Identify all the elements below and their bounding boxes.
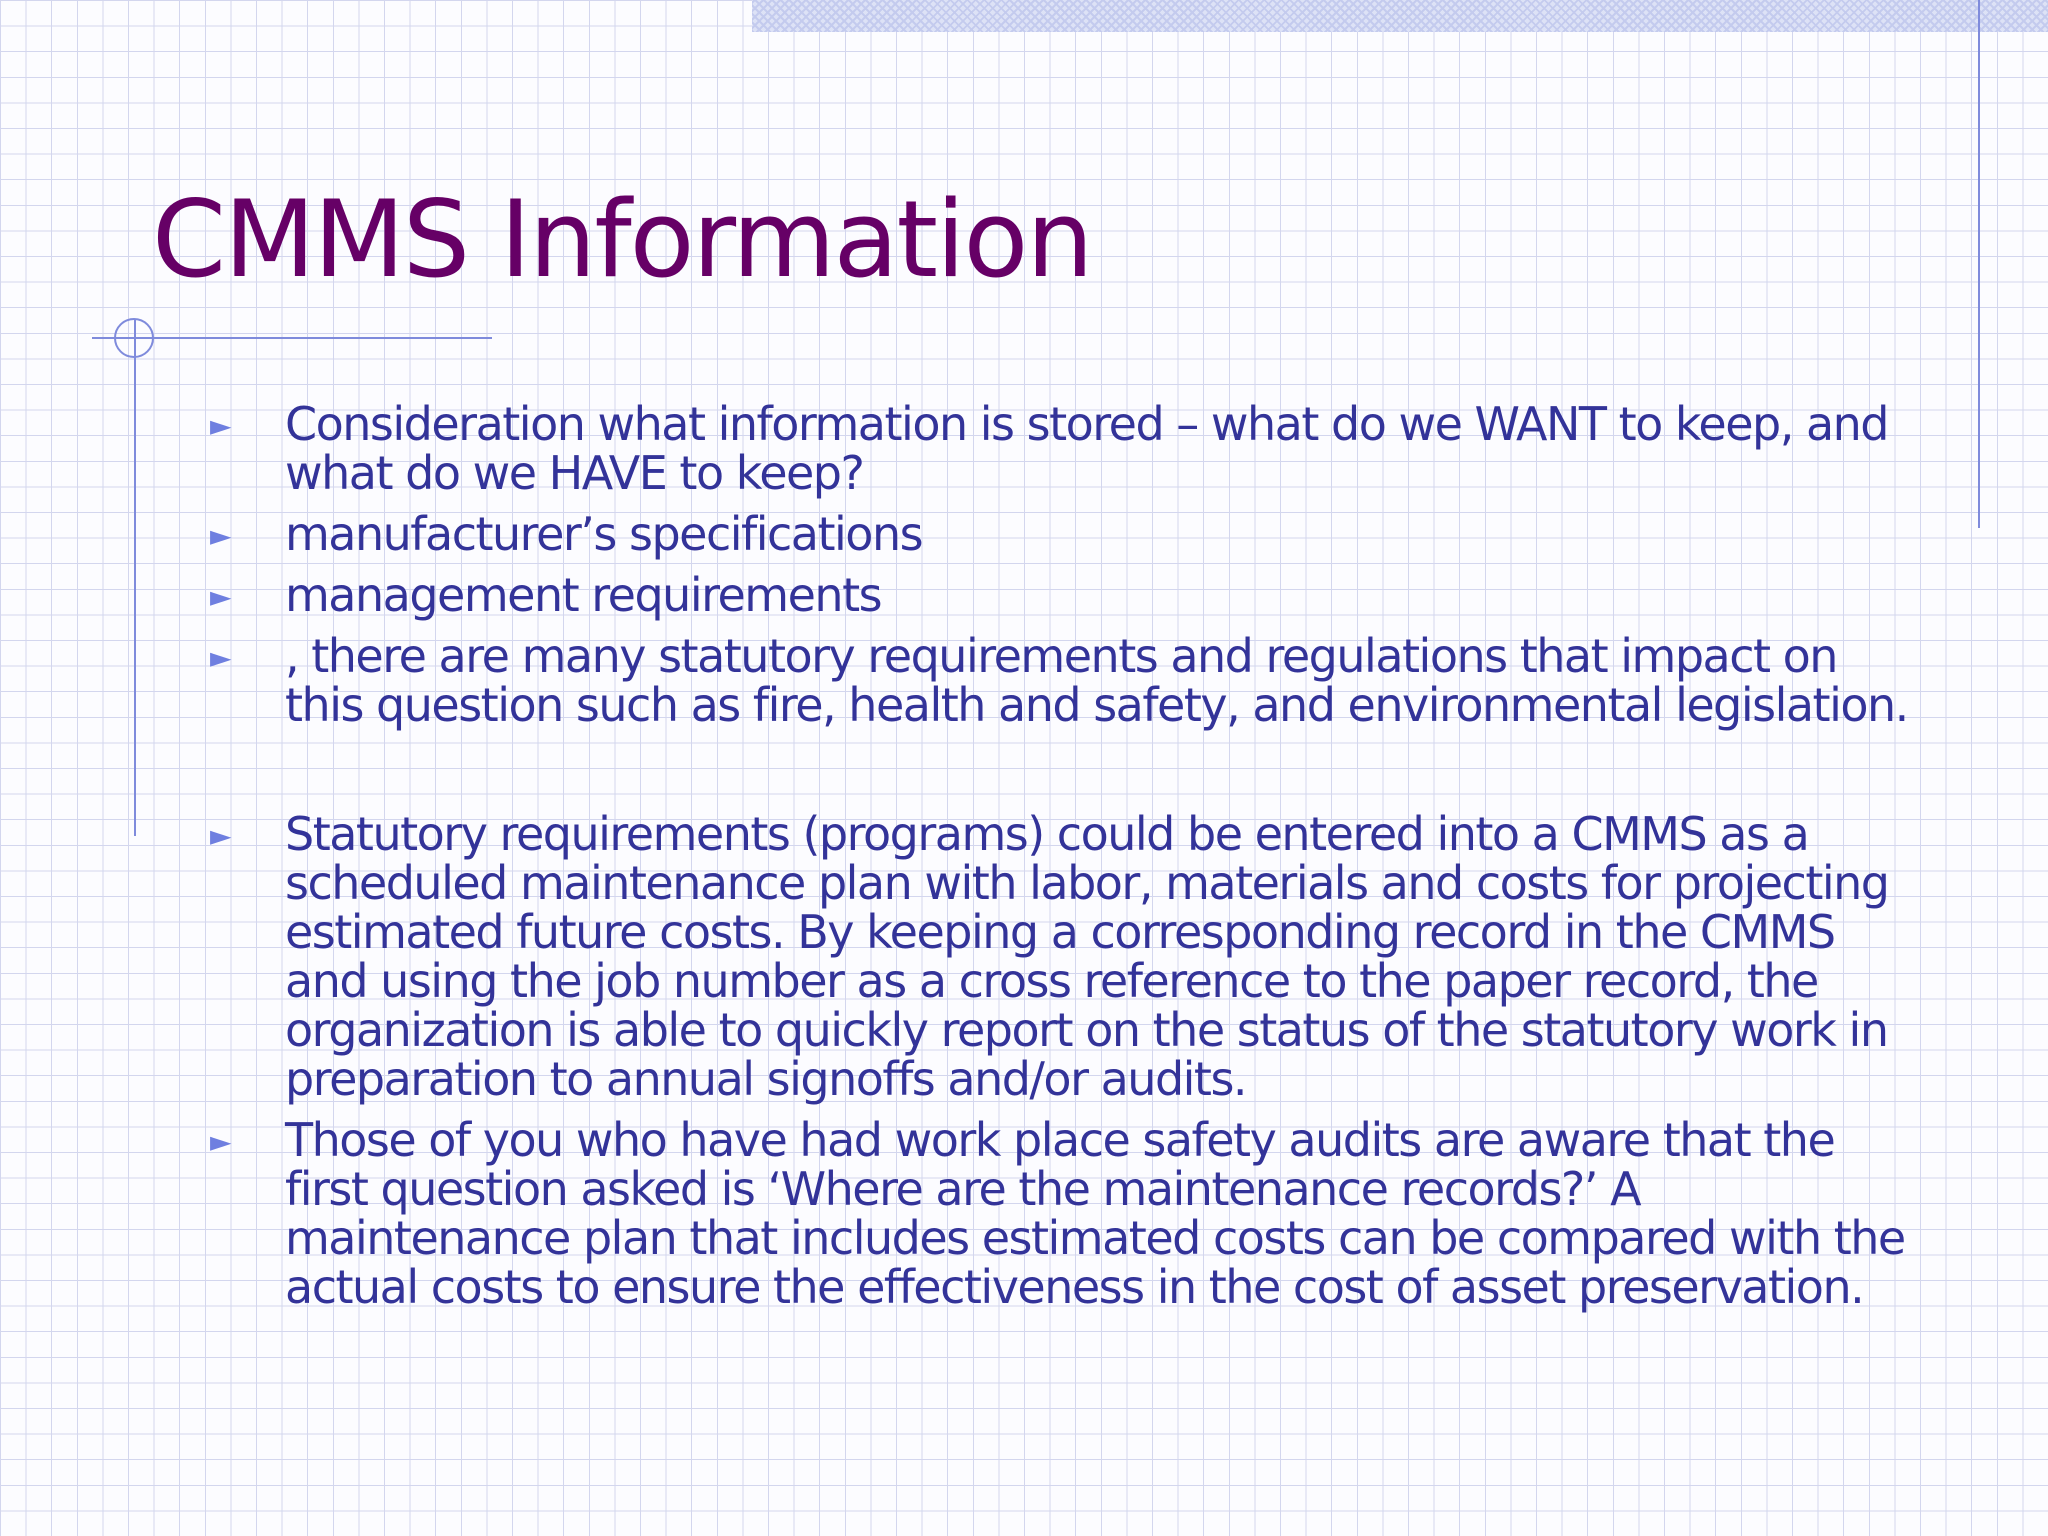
bullet-item bbox=[210, 397, 1910, 500]
header-pattern-band bbox=[752, 0, 2048, 32]
triangle-bullet-icon: ► bbox=[210, 409, 231, 442]
bullet-item bbox=[210, 568, 1910, 622]
bullet-text: management requirements bbox=[285, 568, 882, 622]
crosshair-circle-icon bbox=[114, 318, 154, 358]
bullet-text: Consideration what information is stored – what do we WANT to keep, and what do we HAVE to keep? bbox=[285, 397, 1888, 500]
bullet-text: manufacturer’s specifications bbox=[285, 507, 923, 561]
left-vertical-rule bbox=[134, 320, 136, 836]
right-vertical-rule bbox=[1978, 0, 1980, 528]
bullet-text: , there are many statutory requirements and regulations that impact on this question such as fire, health and safety, and environmental legislation. bbox=[285, 629, 1908, 732]
bullet-item bbox=[210, 507, 1910, 561]
slide-title: CMMS Information bbox=[152, 178, 1092, 301]
triangle-bullet-icon: ► bbox=[210, 1125, 231, 1158]
bullet-text: Those of you who have had work place safety audits are aware that the first question asked is ‘Where are the maintenance records?’ A maintenance plan that includes estimated costs can be compared with the actual costs to ensure the effectiveness in the cost of asset preservation. bbox=[285, 1113, 1905, 1314]
bullet-item bbox=[210, 1113, 1910, 1314]
bullet-list bbox=[210, 397, 1910, 1324]
triangle-bullet-icon: ► bbox=[210, 641, 231, 674]
triangle-bullet-icon: ► bbox=[210, 580, 231, 613]
bullet-text: Statutory requirements (programs) could be entered into a CMMS as a scheduled maintenance plan with labor, materials and costs for projecting estimated future costs. By keeping a corresponding record in the CMMS and using the job number as a cross reference to the paper record, the organization is able to quickly report on the status of the statutory work in preparation to annual signoffs and/or audits. bbox=[285, 807, 1889, 1106]
triangle-bullet-icon: ► bbox=[210, 519, 231, 552]
bullet-item bbox=[210, 807, 1910, 1106]
bullet-item bbox=[210, 629, 1910, 732]
triangle-bullet-icon: ► bbox=[210, 819, 231, 852]
